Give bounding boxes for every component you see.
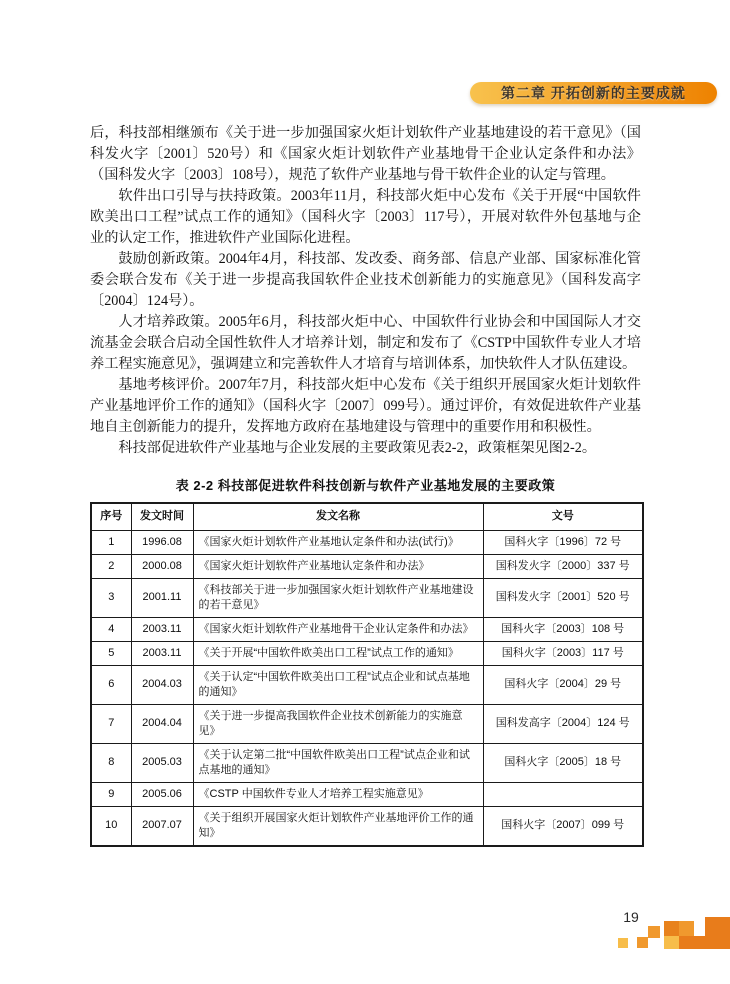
cell-date: 1996.08 bbox=[131, 530, 193, 554]
page-number: 19 bbox=[623, 909, 639, 925]
cell-date: 2004.04 bbox=[131, 704, 193, 743]
mosaic-square bbox=[618, 938, 628, 948]
mosaic-square bbox=[664, 936, 679, 949]
cell-date: 2001.11 bbox=[131, 578, 193, 617]
cell-no: 1 bbox=[91, 530, 131, 554]
mosaic-square bbox=[694, 936, 730, 949]
cell-date: 2003.11 bbox=[131, 641, 193, 665]
column-header-no: 序号 bbox=[91, 503, 131, 530]
cell-docno: 国科发火字〔2000〕337 号 bbox=[483, 554, 643, 578]
mosaic-square bbox=[648, 926, 660, 938]
cell-docno: 国科火字〔2007〕099 号 bbox=[483, 806, 643, 846]
column-header-title: 发文名称 bbox=[193, 503, 483, 530]
cell-date: 2007.07 bbox=[131, 806, 193, 846]
chapter-header-banner bbox=[470, 82, 717, 104]
table-row bbox=[91, 806, 643, 846]
cell-title: 《国家火炬计划软件产业基地认定条件和办法(试行)》 bbox=[193, 530, 483, 554]
cell-no: 5 bbox=[91, 641, 131, 665]
cell-no: 2 bbox=[91, 554, 131, 578]
body-content bbox=[90, 123, 641, 847]
cell-date: 2005.06 bbox=[131, 782, 193, 806]
cell-date: 2004.03 bbox=[131, 665, 193, 704]
cell-docno: 国科火字〔2005〕18 号 bbox=[483, 743, 643, 782]
cell-title: 《关于进一步提高我国软件企业技术创新能力的实施意见》 bbox=[193, 704, 483, 743]
column-header-docno: 文号 bbox=[483, 503, 643, 530]
table-header-row bbox=[91, 503, 643, 530]
table-row bbox=[91, 617, 643, 641]
cell-docno bbox=[483, 782, 643, 806]
table-row bbox=[91, 530, 643, 554]
paragraph: 鼓励创新政策。2004年4月，科技部、发改委、商务部、信息产业部、国家标准化管委会联合发布《关于进一步提高我国软件企业技术创新能力的实施意见》（国科发高字〔2004〕124号）。 bbox=[90, 251, 641, 309]
table-row bbox=[91, 578, 643, 617]
cell-no: 10 bbox=[91, 806, 131, 846]
cell-title: 《国家火炬计划软件产业基地认定条件和办法》 bbox=[193, 554, 483, 578]
table-row bbox=[91, 554, 643, 578]
mosaic-square bbox=[664, 921, 679, 936]
cell-date: 2003.11 bbox=[131, 617, 193, 641]
cell-no: 7 bbox=[91, 704, 131, 743]
column-header-date: 发文时间 bbox=[131, 503, 193, 530]
cell-docno: 国科火字〔2003〕108 号 bbox=[483, 617, 643, 641]
chapter-title: 第二章 开拓创新的主要成就 bbox=[501, 85, 686, 101]
cell-title: 《科技部关于进一步加强国家火炬计划软件产业基地建设的若干意见》 bbox=[193, 578, 483, 617]
cell-title: 《关于认定“中国软件欧美出口工程”试点企业和试点基地的通知》 bbox=[193, 665, 483, 704]
cell-docno: 国科火字〔1996〕72 号 bbox=[483, 530, 643, 554]
paragraph: 科技部促进软件产业基地与企业发展的主要政策见表2-2，政策框架见图2-2。 bbox=[118, 440, 597, 456]
table-row bbox=[91, 704, 643, 743]
table-title: 表 2-2 科技部促进软件科技创新与软件产业基地发展的主要政策 bbox=[175, 478, 556, 493]
cell-no: 4 bbox=[91, 617, 131, 641]
mosaic-square bbox=[679, 936, 694, 949]
paragraph: 人才培养政策。2005年6月，科技部火炬中心、中国软件行业协会和中国国际人才交流基金会联合启动全国性软件人才培养计划，制定和发布了《CSTP中国软件专业人才培养工程实施意见》，强调建立和完善软件人才培育与培训体系，加快软件人才队伍建设。 bbox=[90, 314, 641, 372]
cell-docno: 国科火字〔2003〕117 号 bbox=[483, 641, 643, 665]
mosaic-square bbox=[705, 917, 730, 936]
cell-date: 2005.03 bbox=[131, 743, 193, 782]
cell-date: 2000.08 bbox=[131, 554, 193, 578]
policy-table bbox=[90, 502, 644, 847]
table-row bbox=[91, 665, 643, 704]
paragraph: 后，科技部相继颁布《关于进一步加强国家火炬计划软件产业基地建设的若干意见》（国科发火字〔2001〕520号）和《国家火炬计划软件产业基地骨干企业认定条件和办法》（国科发火字〔2003〕108号），规范了软件产业基地与骨干软件企业的认定与管理。 bbox=[90, 125, 641, 183]
cell-title: 《关于组织开展国家火炬计划软件产业基地评价工作的通知》 bbox=[193, 806, 483, 846]
cell-title: 《CSTP 中国软件专业人才培养工程实施意见》 bbox=[193, 782, 483, 806]
cell-no: 9 bbox=[91, 782, 131, 806]
cell-no: 6 bbox=[91, 665, 131, 704]
cell-docno: 国科发火字〔2001〕520 号 bbox=[483, 578, 643, 617]
cell-docno: 国科发高字〔2004〕124 号 bbox=[483, 704, 643, 743]
cell-title: 《国家火炬计划软件产业基地骨干企业认定条件和办法》 bbox=[193, 617, 483, 641]
table-row bbox=[91, 641, 643, 665]
paragraph: 基地考核评价。2007年7月，科技部火炬中心发布《关于组织开展国家火炬计划软件产业基地评价工作的通知》（国科火字〔2007〕099号）。通过评价，有效促进软件产业基地自主创新能力的提升，发挥地方政府在基地建设与管理中的重要作用和积极性。 bbox=[90, 377, 641, 435]
mosaic-square bbox=[637, 937, 648, 948]
cell-title: 《关于开展“中国软件欧美出口工程”试点工作的通知》 bbox=[193, 641, 483, 665]
cell-no: 8 bbox=[91, 743, 131, 782]
table-row bbox=[91, 743, 643, 782]
table-row bbox=[91, 782, 643, 806]
mosaic-square bbox=[679, 921, 694, 936]
cell-title: 《关于认定第二批“中国软件欧美出口工程”试点企业和试点基地的通知》 bbox=[193, 743, 483, 782]
cell-docno: 国科火字〔2004〕29 号 bbox=[483, 665, 643, 704]
paragraph: 软件出口引导与扶持政策。2003年11月，科技部火炬中心发布《关于开展“中国软件欧美出口工程”试点工作的通知》（国科火字〔2003〕117号），开展对软件外包基地与企业的认定工作，推进软件产业国际化进程。 bbox=[90, 188, 641, 246]
cell-no: 3 bbox=[91, 578, 131, 617]
